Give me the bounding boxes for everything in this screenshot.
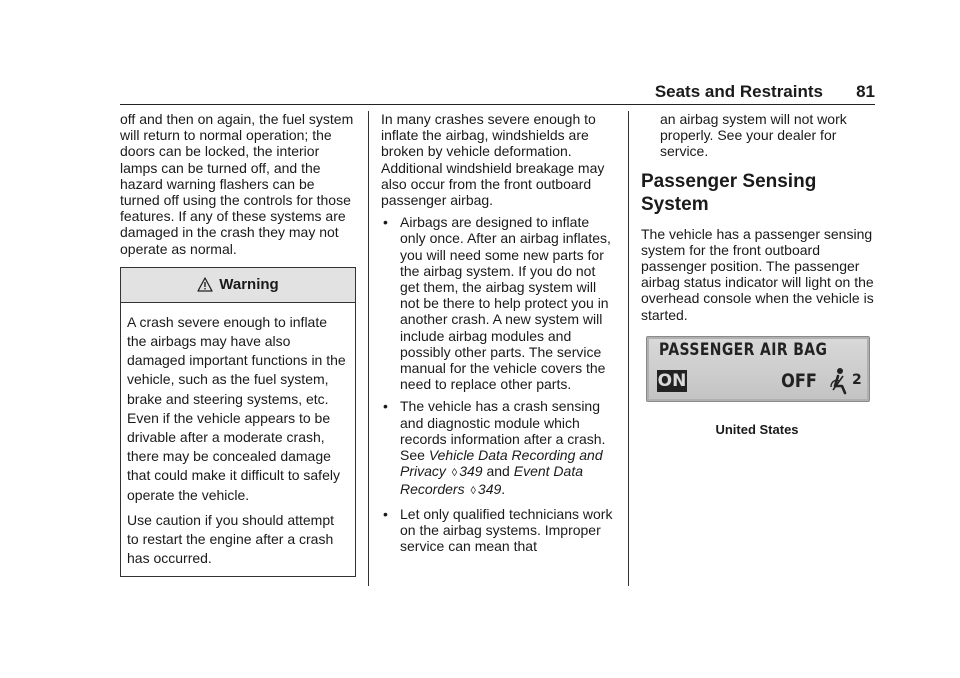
indicator-label: PASSENGER AIR BAG <box>659 340 828 360</box>
list-item <box>381 214 617 392</box>
indicator-icon-number: 2 <box>852 372 862 388</box>
bullet-list <box>381 214 617 554</box>
conjunction: and <box>486 463 510 480</box>
column-divider <box>368 111 369 586</box>
bullet-marker: • <box>383 214 388 231</box>
warning-triangle-icon <box>197 277 213 292</box>
column-divider <box>628 111 629 586</box>
list-item <box>381 506 617 555</box>
xref-link-vehicle-data[interactable]: Vehicle Data Recording and Privacy ◊ 349 <box>400 447 603 480</box>
xref-link-event-data[interactable]: Event Data Recorders ◊ 349 <box>400 463 583 498</box>
list-item: • The vehicle has a crash sensing and diagnostic module which records information after a crash. See Vehicle Data Recording and Privacy ◊ 349 and Event Data Recorders ◊ 349. <box>383 398 606 498</box>
bullet-marker: • <box>383 398 388 415</box>
section-paragraph: The vehicle has a passenger sensing system for the front outboard passenger position. The passenger airbag status indicator will light on the overhead console when the vehicle is started. <box>641 225 874 323</box>
indicator-on: ON <box>657 371 687 391</box>
list-item-text: The vehicle has a crash sensing and diagnostic module which records information after a crash. <box>400 398 606 447</box>
warning-header <box>121 268 355 303</box>
see-label: See <box>400 447 425 464</box>
xref-icon: ◊ <box>470 485 476 498</box>
list-item-text: Let only qualified technicians work on the airbag systems. Improper service can mean that <box>400 505 613 555</box>
intro-paragraph: off and then on again, the fuel system will return to normal operation; the doors can be locked, the interior lamps can be turned off, and the hazard warning flashers can be turned off using the controls for those features. If any of these systems are damaged in the crash they may not operate as normal. <box>120 111 354 257</box>
column-left <box>120 111 356 577</box>
section-title: Passenger Sensing System <box>641 170 817 215</box>
continued-text: an airbag system will not work properly. See your dealer for service. <box>660 111 847 160</box>
bullet-marker: • <box>383 505 388 522</box>
intro-paragraph: In many crashes severe enough to inflate the airbag, windshields are broken by vehicle deformation. Additional windshield breakage may also occur from the front outboard passenger airbag. <box>381 111 605 209</box>
list-item-text: Airbags are designed to inflate only once. After an airbag inflates, you will need some new parts for the airbag system. If you do not get them, the airbag system will not be there to help protect you in another crash. A new system will include airbag modules and possibly other parts. The service manual for the vehicle covers the need to replace other parts. <box>400 214 611 393</box>
page-header <box>120 82 875 105</box>
page-number: 81 <box>856 82 875 101</box>
section-heading: Seats and Restraints <box>654 82 823 101</box>
column-right <box>641 111 877 329</box>
seated-passenger-airbag-icon <box>829 367 863 395</box>
warning-paragraph: A crash severe enough to inflate the airbags may have also damaged important functions in the vehicle, such as the fuel system, brake and steering systems, etc. Even if the vehicle appears to be drivable after a moderate crash, there may be concealed damage that could make it difficult to safely operate the vehicle. <box>127 313 346 503</box>
passenger-airbag-indicator <box>646 336 870 402</box>
xref-icon: ◊ <box>451 467 458 480</box>
warning-box <box>120 267 356 578</box>
warning-paragraph: Use caution if you should attempt to restart the engine after a crash has occurred. <box>127 511 335 567</box>
column-middle <box>381 111 617 560</box>
indicator-off: OFF <box>781 370 817 392</box>
warning-body <box>121 303 355 577</box>
figure-caption: United States <box>715 422 799 437</box>
warning-title: Warning <box>219 275 279 293</box>
